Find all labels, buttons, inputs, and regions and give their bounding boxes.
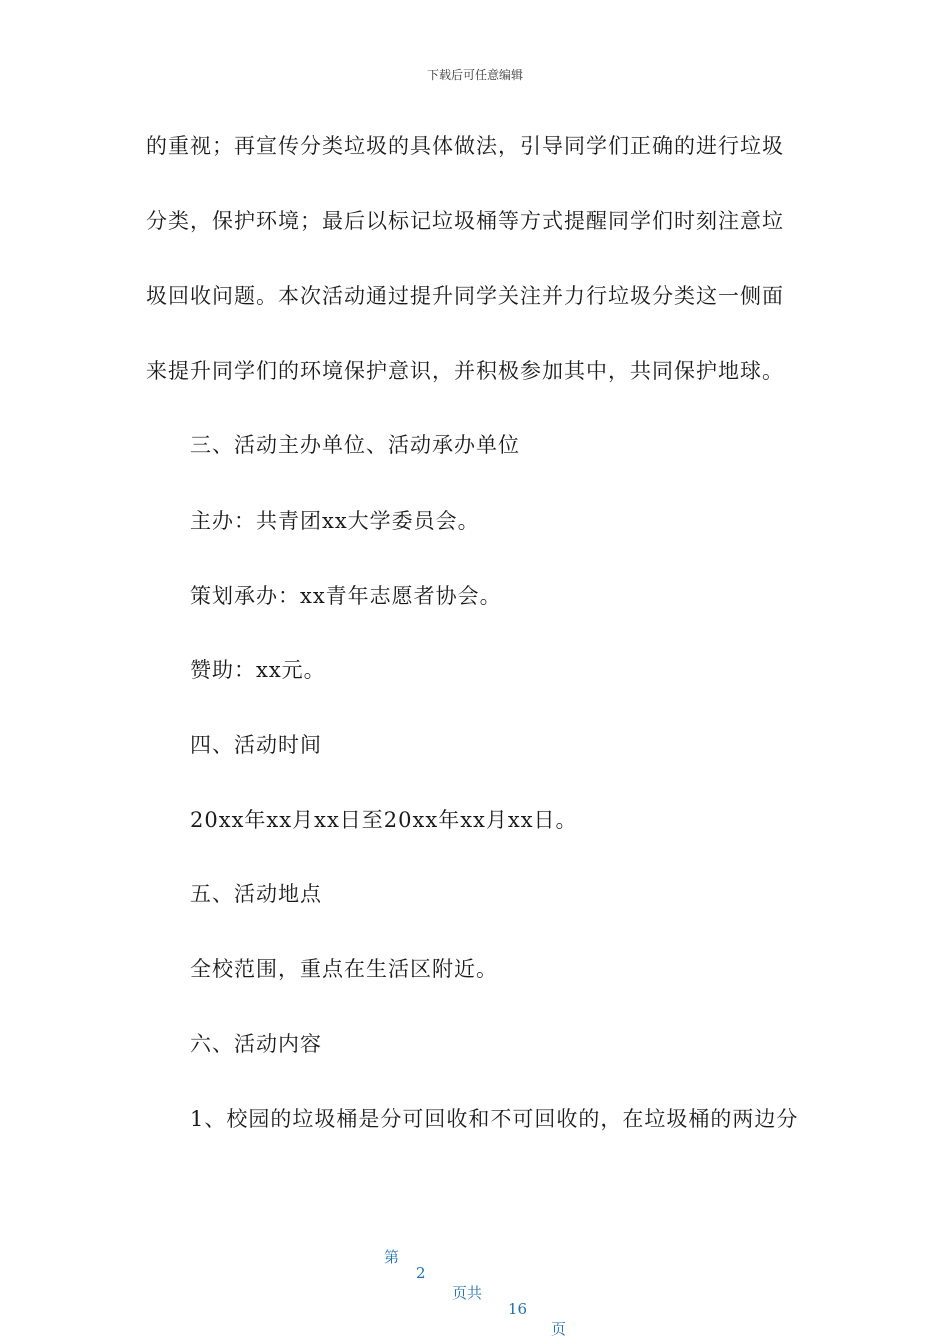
body-line: 1、校园的垃圾桶是分可回收和不可回收的，在垃圾桶的两边分 — [190, 1107, 799, 1131]
body-line: 策划承办：xx青年志愿者协会。 — [190, 584, 502, 608]
section-heading: 五、活动地点 — [190, 882, 322, 906]
page-footer — [0, 1228, 950, 1336]
section-heading: 三、活动主办单位、活动承办单位 — [190, 433, 520, 457]
footer-mid: 页共 — [452, 1284, 483, 1302]
footer-prefix: 第 — [384, 1248, 400, 1266]
body-line: 赞助：xx元。 — [190, 658, 326, 682]
body-line: 全校范围，重点在生活区附近。 — [190, 957, 498, 981]
body-line: 的重视；再宣传分类垃圾的具体做法，引导同学们正确的进行垃圾 — [146, 134, 784, 158]
current-page-number: 2 — [416, 1264, 426, 1282]
body-line: 圾回收问题。本次活动通过提升同学关注并力行垃圾分类这一侧面 — [146, 284, 784, 308]
page-header: 下载后可任意编辑 — [426, 68, 523, 82]
body-line: 主办：共青团xx大学委员会。 — [190, 509, 480, 533]
total-pages-number: 16 — [508, 1300, 528, 1318]
section-heading: 四、活动时间 — [190, 733, 322, 757]
body-line: 分类，保护环境；最后以标记垃圾桶等方式提醒同学们时刻注意垃 — [146, 209, 784, 233]
body-line: 20xx年xx月xx日至20xx年xx月xx日。 — [190, 808, 578, 832]
section-heading: 六、活动内容 — [190, 1032, 322, 1056]
footer-suffix: 页 — [551, 1320, 567, 1338]
body-line: 来提升同学们的环境保护意识，并积极参加其中，共同保护地球。 — [146, 359, 784, 383]
